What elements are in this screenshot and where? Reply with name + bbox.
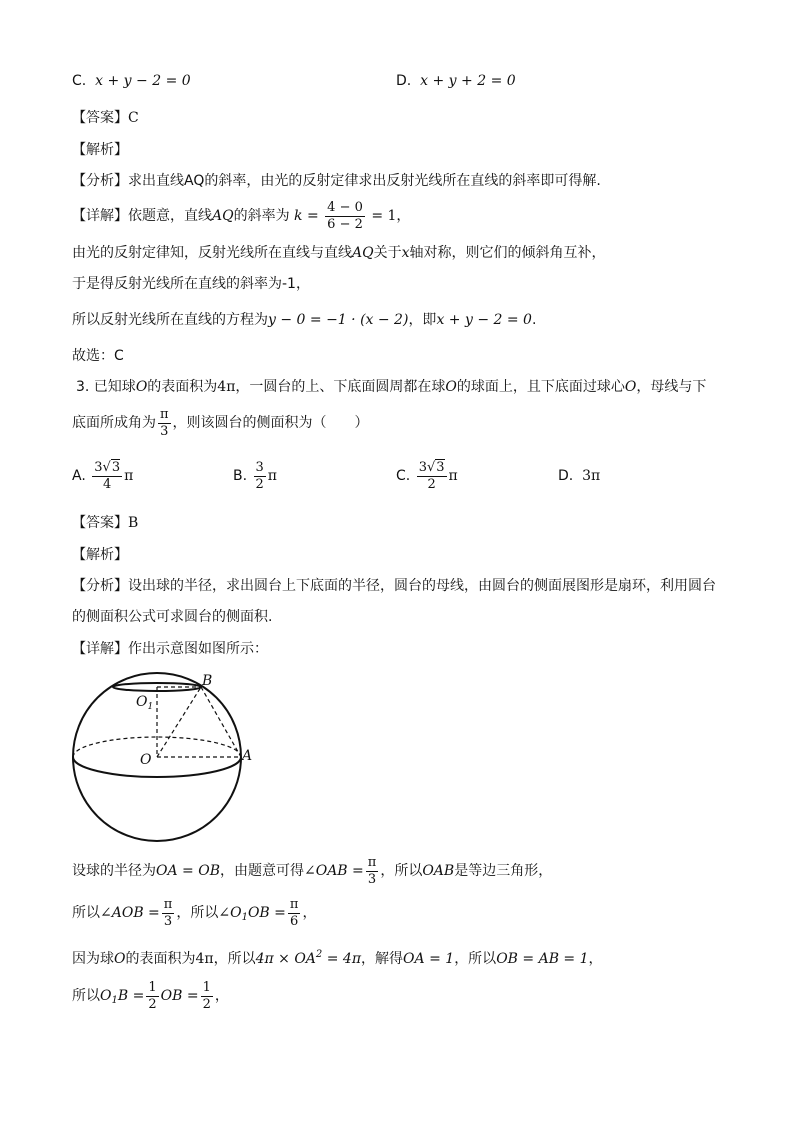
question-3-stem-line1 xyxy=(76,377,706,397)
option-a xyxy=(72,458,133,494)
half-fraction xyxy=(201,980,213,1013)
slope-fraction xyxy=(325,200,365,233)
fenxi-tag: 【分析】 xyxy=(72,173,128,189)
math-triangle: OAB xyxy=(422,863,455,879)
option-expression: x + y + 2 = 0 xyxy=(420,73,516,89)
math-equation xyxy=(256,951,361,967)
option-d xyxy=(396,71,516,91)
angle-prefix: ∠O xyxy=(218,905,242,921)
math-aq: AQ xyxy=(352,245,374,261)
math-angle: ∠OAB = xyxy=(303,863,364,879)
math-o: O xyxy=(445,379,457,395)
math-equation: x + y − 2 = 0 xyxy=(436,312,532,328)
text: ，母线与下 xyxy=(636,379,707,395)
text: ，解得 xyxy=(361,951,404,967)
fraction-denominator: 3 xyxy=(163,913,173,929)
xiangjie-tag: 【详解】 xyxy=(72,641,128,657)
text: ，一圆台的上、下底面圆周都在球 xyxy=(235,379,446,395)
text: 3. 已知球 xyxy=(76,379,136,395)
detail-intro xyxy=(72,639,268,659)
derivation-line-3 xyxy=(72,945,603,969)
pi: π xyxy=(448,468,458,484)
answer-value: B xyxy=(128,515,139,531)
detail-line-reflection xyxy=(72,243,606,263)
fraction-numerator: 1 xyxy=(148,979,157,995)
radicand: 3 xyxy=(436,459,445,475)
option-fraction xyxy=(92,460,122,493)
text: ，则该圆台的侧面积为（ ） xyxy=(172,415,369,431)
choice-line: 故选：C xyxy=(72,348,124,364)
option-d xyxy=(558,466,600,486)
option-letter: C. xyxy=(396,468,411,484)
math-segment: OB = xyxy=(160,988,199,1004)
math-equation: OB = AB = 1 xyxy=(496,951,589,967)
math-result: = 1， xyxy=(371,208,411,224)
option-value: 3π xyxy=(582,468,601,484)
coefficient: 3 xyxy=(418,459,427,475)
option-fraction xyxy=(254,460,266,493)
math-angle xyxy=(218,905,286,921)
detail-line-equation xyxy=(72,310,536,330)
fraction-numerator: π xyxy=(289,896,299,912)
text: 因为球 xyxy=(72,951,114,967)
label-o: O xyxy=(140,752,152,768)
text: 轴对称，则它们的倾斜角互补， xyxy=(409,245,606,261)
text: ，由题意可得 xyxy=(219,863,304,879)
text: 底面所成角为 xyxy=(72,415,156,431)
label-b: B xyxy=(202,673,213,689)
text: 的球面上，且下底面过球心 xyxy=(456,379,625,395)
segment-suffix: B = xyxy=(117,988,145,1004)
math-equation: y − 0 = −1 · (x − 2) xyxy=(268,312,409,328)
text: 是等边三角形， xyxy=(454,863,553,879)
angle-fraction xyxy=(162,897,175,930)
sphere-frustum-figure xyxy=(70,670,260,845)
math-area: 4π xyxy=(217,379,236,395)
analysis-tag: 【解析】 xyxy=(72,547,128,563)
equation-right: = 4π xyxy=(326,951,362,967)
subscript: 1 xyxy=(111,995,118,1006)
derivation-line-2 xyxy=(72,895,316,936)
detail-line-slope-result: 于是得反射光线所在直线的斜率为-1， xyxy=(72,276,310,292)
fenxi-tag: 【分析】 xyxy=(72,578,128,594)
math-x: x xyxy=(401,245,410,261)
text: ，所以 xyxy=(380,863,423,879)
equation-left: 4π × OA xyxy=(255,951,316,967)
label-o1-sub: 1 xyxy=(147,702,154,712)
superscript: 2 xyxy=(315,949,323,960)
fraction-denominator: 3 xyxy=(160,423,169,439)
text: 的表面积为 xyxy=(147,379,218,395)
option-letter: A. xyxy=(72,468,86,484)
pi: π xyxy=(124,468,134,484)
text: 所以反射光线所在直线的方程为 xyxy=(72,312,268,328)
math-o: O xyxy=(624,379,637,395)
ab-segment xyxy=(201,687,241,757)
analysis-tag: 【解析】 xyxy=(72,142,128,158)
fenxi-text: 设出球的半径，求出圆台上下底面的半径，圆台的母线，由圆台的侧面展图形是扇环，利用圆台 xyxy=(128,578,716,594)
fraction-numerator: 4 − 0 xyxy=(327,199,363,215)
option-expression: x + y − 2 = 0 xyxy=(95,73,191,89)
xiangjie-tag: 【详解】 xyxy=(72,208,128,224)
math-angle: ∠AOB = xyxy=(100,905,160,921)
fraction-numerator: π xyxy=(160,406,169,422)
label-a: A xyxy=(242,748,253,764)
answer-line xyxy=(72,108,139,128)
math-o: O xyxy=(114,951,126,967)
fenxi-text: 求出直线AQ的斜率，由光的反射定律求出反射光线所在直线的斜率即可得解. xyxy=(128,173,601,189)
text: ，所以 xyxy=(213,951,256,967)
angle-fraction xyxy=(288,897,301,930)
option-letter: C. xyxy=(72,73,87,89)
fraction-denominator: 2 xyxy=(427,476,436,492)
math-segment xyxy=(100,988,144,1004)
label-o1-main: O xyxy=(136,694,148,710)
math-area: 4π xyxy=(195,951,214,967)
text: 关于 xyxy=(373,245,402,261)
text: 的表面积为 xyxy=(125,951,196,967)
answer-tag: 【答案】 xyxy=(72,110,128,126)
fraction-numerator: π xyxy=(163,896,173,912)
xiangjie-text: 作出示意图如图所示： xyxy=(128,641,268,657)
math-equation: OA = 1 xyxy=(403,951,455,967)
coefficient: 3 xyxy=(94,459,103,475)
detail-line-slope xyxy=(72,198,410,234)
fraction-numerator: 3√3 xyxy=(94,459,121,475)
derivation-line-4 xyxy=(72,978,229,1019)
fraction-denominator: 4 xyxy=(103,476,112,492)
text: ， xyxy=(214,988,229,1004)
math-o: O xyxy=(135,379,148,395)
label-o1 xyxy=(136,694,153,712)
question-3-stem-line2 xyxy=(72,405,369,441)
segment-main: O xyxy=(100,988,112,1004)
analysis-summary xyxy=(72,171,601,191)
subscript: 1 xyxy=(241,912,248,923)
fraction-numerator: 3√3 xyxy=(418,459,445,475)
fraction-denominator: 2 xyxy=(255,476,264,492)
fraction-denominator: 6 xyxy=(290,913,299,929)
analysis-summary-cont: 的侧面积公式可求圆台的侧面积. xyxy=(72,609,273,625)
derivation-line-1 xyxy=(72,853,552,889)
option-fraction xyxy=(417,460,447,493)
ob-segment xyxy=(157,687,201,757)
fraction-numerator: 1 xyxy=(202,979,211,995)
text: ，所以 xyxy=(454,951,497,967)
fraction-numerator: π xyxy=(367,854,377,870)
fraction-denominator: 2 xyxy=(148,996,157,1012)
text: . xyxy=(531,312,537,328)
option-letter: B. xyxy=(233,468,248,484)
text: 所以 xyxy=(72,905,100,921)
text: ，所以 xyxy=(176,905,219,921)
option-c xyxy=(72,71,191,91)
math-aq: AQ xyxy=(212,208,234,224)
angle-fraction xyxy=(158,407,171,440)
option-c xyxy=(396,458,458,494)
option-letter: D. xyxy=(558,468,574,484)
half-fraction xyxy=(146,980,158,1013)
text: 的斜率为 xyxy=(233,208,290,224)
fraction-numerator: 3 xyxy=(255,459,264,475)
analysis-summary xyxy=(72,576,716,596)
text: 由光的反射定律知，反射光线所在直线与直线 xyxy=(72,245,352,261)
equator-front-arc xyxy=(73,757,241,777)
fraction-denominator: 3 xyxy=(367,871,377,887)
angle-fraction xyxy=(366,855,379,888)
answer-tag: 【答案】 xyxy=(72,515,128,531)
pi: π xyxy=(267,468,277,484)
fraction-denominator: 6 − 2 xyxy=(327,216,363,232)
answer-line xyxy=(72,513,138,533)
text: 所以 xyxy=(72,988,100,1004)
option-letter: D. xyxy=(396,73,412,89)
text: 设球的半径为 xyxy=(72,863,156,879)
radicand: 3 xyxy=(111,459,121,475)
answer-value: C xyxy=(128,110,139,126)
fraction-denominator: 2 xyxy=(202,996,211,1012)
angle-suffix: OB = xyxy=(247,905,286,921)
math-equation: OA = OB xyxy=(156,863,220,879)
text: ， xyxy=(302,905,317,921)
option-b xyxy=(233,458,277,494)
text: 依题意，直线 xyxy=(128,208,212,224)
text: ，即 xyxy=(408,312,437,328)
text: ， xyxy=(588,951,603,967)
math-k: k = xyxy=(294,208,319,224)
